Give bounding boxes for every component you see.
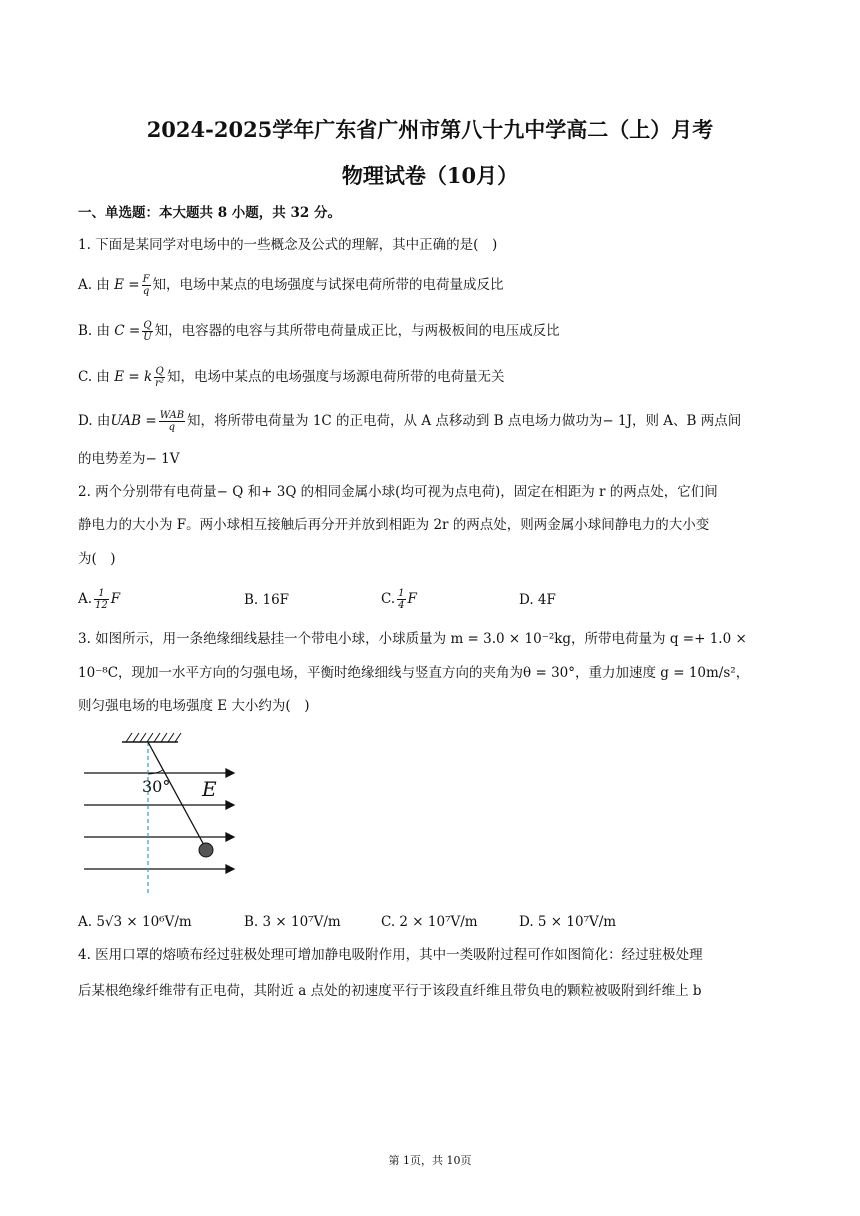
q2-line1: 2. 两个分别带有电荷量− Q 和+ 3Q 的相同金属小球(均可视为点电荷)，固定在相距为 r 的两点处，它们间 bbox=[78, 484, 718, 500]
section-heading: 一、单选题：本大题共 8 小题，共 32 分。 bbox=[78, 205, 341, 221]
q1-option-b: B. 由 C = $\frac{Q}{U}$ 知，电容器的电容与其所带电荷量成正比，与两极板间的电压成反比 bbox=[78, 320, 560, 343]
q2-option-c: C. $\frac{1}{4}$ F bbox=[381, 588, 417, 611]
page-title: 2024-2025学年广东省广州市第八十九中学高二（上）月考 bbox=[146, 117, 714, 142]
q2-option-a: A. $\frac{1}{12}$ F bbox=[78, 588, 121, 611]
q3-option-b: B. 3 × 10⁷V/m bbox=[244, 914, 341, 930]
q1-option-d: D. 由UAB = $\frac{\text{WAB}}{q}$ 知，将所带电荷量为 1C 的正电荷，从 A 点移动到 B 点电场力做功为− 1J，则 A、B 两点间 bbox=[78, 410, 742, 433]
field-label: E bbox=[202, 777, 217, 801]
page-subtitle: 物理试卷（10月） bbox=[341, 163, 519, 188]
charged-ball bbox=[199, 843, 213, 857]
q1-option-d-cont: 的电势差为− 1V bbox=[78, 451, 180, 467]
q3-line2: 10⁻⁸C，现加一水平方向的匀强电场，平衡时绝缘细线与竖直方向的夹角为θ = 30°，重力加速度 g = 10m/s²， bbox=[78, 665, 750, 681]
page-footer: 第 1页，共 10页 bbox=[388, 1154, 472, 1167]
q2-option-d: D. 4F bbox=[519, 592, 556, 608]
q1-stem: 1. 下面是某同学对电场中的一些概念及公式的理解，其中正确的是( ) bbox=[78, 237, 498, 253]
angle-label: 30° bbox=[142, 777, 171, 796]
q3-option-d: D. 5 × 10⁷V/m bbox=[519, 914, 617, 930]
q3-line3: 则匀强电场的电场强度 E 大小约为( ) bbox=[78, 698, 310, 714]
q1-option-a: A. 由 E = $\frac{F}{q}$ 知，电场中某点的电场强度与试探电荷所带的电荷量成反比 bbox=[78, 274, 504, 297]
q4-line1: 4. 医用口罩的熔喷布经过驻极处理可增加静电吸附作用，其中一类吸附过程可作如图简化：经过驻极处理 bbox=[78, 947, 703, 963]
q2-option-b: B. 16F bbox=[244, 592, 290, 608]
q3-line1: 3. 如图所示，用一条绝缘细线悬挂一个带电小球，小球质量为 m = 3.0 × 10⁻²kg，所带电荷量为 q =+ 1.0 × bbox=[78, 631, 747, 647]
q1-option-c: C. 由 E = k $\frac{Q}{\text{r²}}$ 知，电场中某点的电场强度与场源电荷所带的电荷量无关 bbox=[78, 366, 505, 389]
q2-line3: 为( ) bbox=[78, 551, 116, 567]
q4-line2: 后某根绝缘纤维带有正电荷，其附近 a 点处的初速度平行于该段直纤维且带负电的颗粒被吸附到纤维上 b bbox=[78, 983, 702, 999]
q2-line2: 静电力的大小为 F。两小球相互接触后再分开并放到相距为 2r 的两点处，则两金属小球间静电力的大小变 bbox=[78, 517, 710, 533]
q3-option-a: A. 5√3 × 10⁶V/m bbox=[78, 914, 192, 930]
q3-option-c: C. 2 × 10⁷V/m bbox=[381, 914, 478, 930]
pendulum-figure bbox=[78, 728, 248, 898]
